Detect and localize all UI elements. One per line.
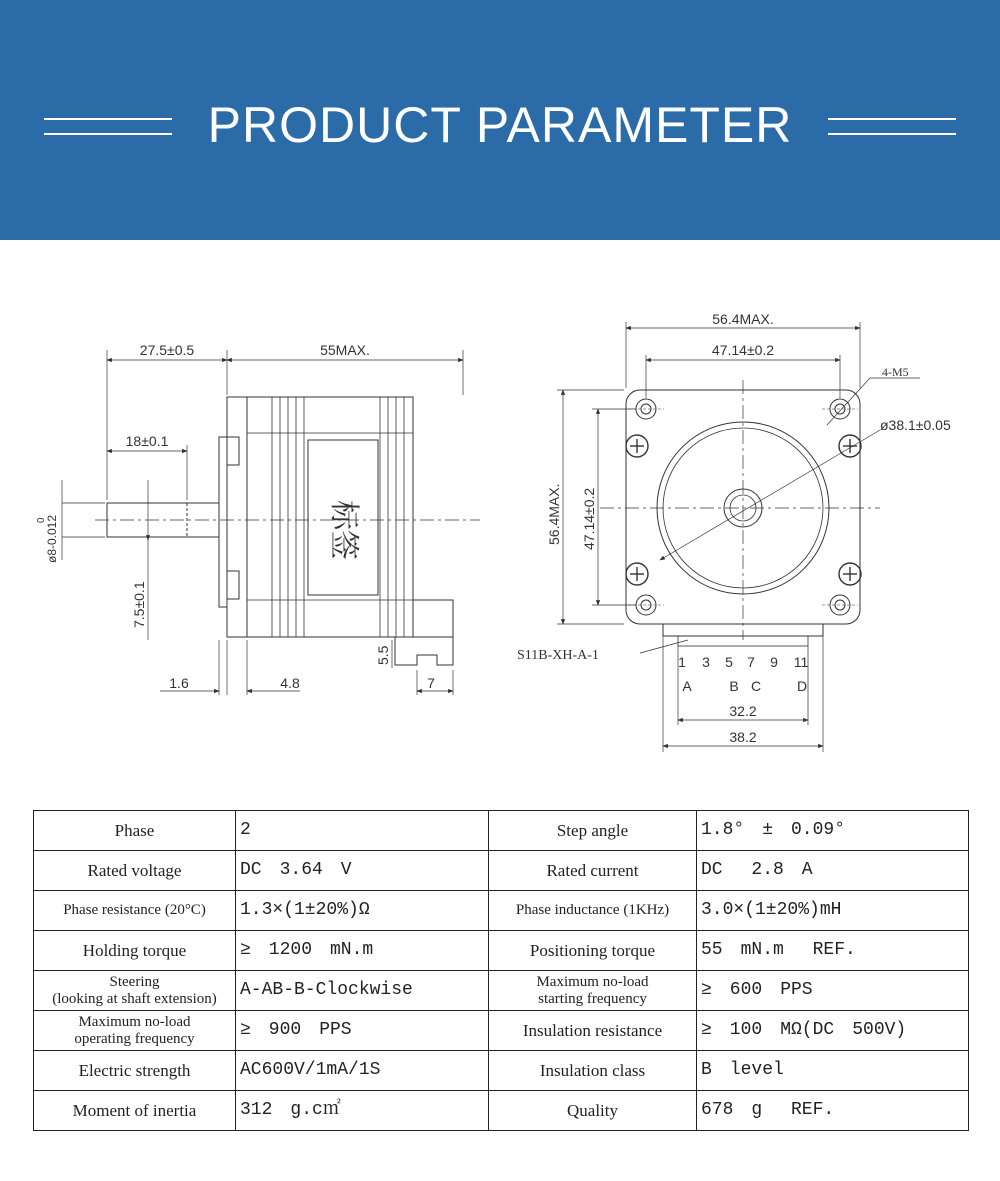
- dim-connector-width: 7: [427, 675, 435, 691]
- mount-screw-bottom: [227, 571, 239, 599]
- spec-label: Holding torque: [34, 931, 236, 971]
- pin-number: 1: [678, 654, 686, 670]
- spec-label: Step angle: [489, 811, 697, 851]
- rear-end-cap: [413, 600, 453, 637]
- spec-label: Insulation class: [489, 1051, 697, 1091]
- spec-label: Phase: [34, 811, 236, 851]
- dim-connector-height: 5.5: [375, 645, 391, 665]
- dim-boss-diameter: ø38.1±0.05: [880, 417, 951, 433]
- flange-boss: [219, 437, 227, 607]
- front-flange: [227, 397, 247, 637]
- dim-shaft-diameter-upper: 0: [36, 517, 47, 523]
- dim-hole-spacing: 47.14±0.2: [711, 342, 775, 358]
- spec-value: 678 g REF.: [697, 1091, 969, 1131]
- front-view-labels: [517, 311, 951, 745]
- technical-drawing: [0, 240, 1000, 800]
- label-text: 标签: [327, 500, 360, 560]
- pin-number: 3: [702, 654, 710, 670]
- spec-value: DC 2.8 A: [697, 851, 969, 891]
- side-view: [62, 350, 480, 695]
- header-banner: [0, 0, 1000, 240]
- pin-letter: A: [682, 678, 692, 694]
- spec-value: DC 3.64 V: [236, 851, 489, 891]
- dim-connector-span: 38.2: [729, 729, 757, 745]
- table-row: [34, 1051, 969, 1091]
- spec-label: Rated current: [489, 851, 697, 891]
- spec-label: Rated voltage: [34, 851, 236, 891]
- spec-label: Phase inductance (1KHz): [489, 891, 697, 931]
- spec-value: ≥ 900 PPS: [236, 1011, 489, 1051]
- mount-screws: [626, 435, 861, 585]
- spec-value: B level: [697, 1051, 969, 1091]
- hole-spec: 4-M5: [882, 365, 909, 379]
- table-row: [34, 1011, 969, 1051]
- spec-label: Electric strength: [34, 1051, 236, 1091]
- spec-value: 55 mN.m REF.: [697, 931, 969, 971]
- dim-flange-gap: 4.8: [280, 675, 300, 691]
- pin-number: 5: [725, 654, 733, 670]
- table-row: [34, 811, 969, 851]
- dim-shaft-extension: 27.5±0.5: [139, 342, 195, 358]
- rear-connector: [395, 637, 453, 665]
- page-title: PRODUCT PARAMETER: [207, 97, 793, 153]
- spec-label: Moment of inertia: [34, 1091, 236, 1131]
- spec-value: ≥ 1200 mN.m: [236, 931, 489, 971]
- table-row: [34, 1091, 969, 1131]
- spec-value: ≥ 100 MΩ(DC 500V): [697, 1011, 969, 1051]
- spec-table: [33, 810, 969, 1131]
- spec-label: Maximum no-load operating frequency: [34, 1011, 236, 1051]
- pin-number: 11: [793, 654, 809, 670]
- connector-model: S11B-XH-A-1: [517, 648, 599, 663]
- pin-letter: D: [796, 678, 808, 694]
- spec-label: Phase resistance (20°C): [34, 891, 236, 931]
- dim-overall-width: 56.4MAX.: [712, 311, 774, 327]
- spec-value: ≥ 600 PPS: [697, 971, 969, 1011]
- dim-shaft-flat: 18±0.1: [125, 433, 169, 449]
- spec-value: 1.3×(1±20%)Ω: [236, 891, 489, 931]
- spec-value: AC600V/1mA/1S: [236, 1051, 489, 1091]
- spec-label: Positioning torque: [489, 931, 697, 971]
- side-view-labels: [36, 342, 435, 691]
- spec-label: Quality: [489, 1091, 697, 1131]
- dim-flange-thickness: 1.6: [169, 675, 189, 691]
- spec-value: 312 g.c㎡: [236, 1091, 489, 1131]
- table-row: [34, 971, 969, 1011]
- mount-screw-top: [227, 437, 239, 465]
- dim-pin-span: 32.2: [729, 703, 757, 719]
- dim-shaft-diameter: ø8-0.012: [45, 514, 59, 563]
- spec-label: Steering (looking at shaft extension): [34, 971, 236, 1011]
- spec-label: Maximum no-load starting frequency: [489, 971, 697, 1011]
- table-row: [34, 931, 969, 971]
- spec-value: 3.0×(1±20%)mH: [697, 891, 969, 931]
- table-row: [34, 891, 969, 931]
- pin-letter: B: [729, 678, 739, 694]
- dim-overall-height: 56.4MAX.: [546, 483, 562, 545]
- dim-body-length: 55MAX.: [320, 342, 370, 358]
- pin-letter: C: [750, 678, 762, 694]
- spec-value: 2: [236, 811, 489, 851]
- dim-hole-spacing-vertical: 47.14±0.2: [581, 487, 597, 550]
- dim-boss: 7.5±0.1: [131, 581, 147, 628]
- spec-label: Insulation resistance: [489, 1011, 697, 1051]
- table-row: [34, 851, 969, 891]
- pin-number: 9: [770, 654, 778, 670]
- spec-value: 1.8° ± 0.09°: [697, 811, 969, 851]
- spec-value: A-AB-B-Clockwise: [236, 971, 489, 1011]
- pin-number: 7: [747, 654, 755, 670]
